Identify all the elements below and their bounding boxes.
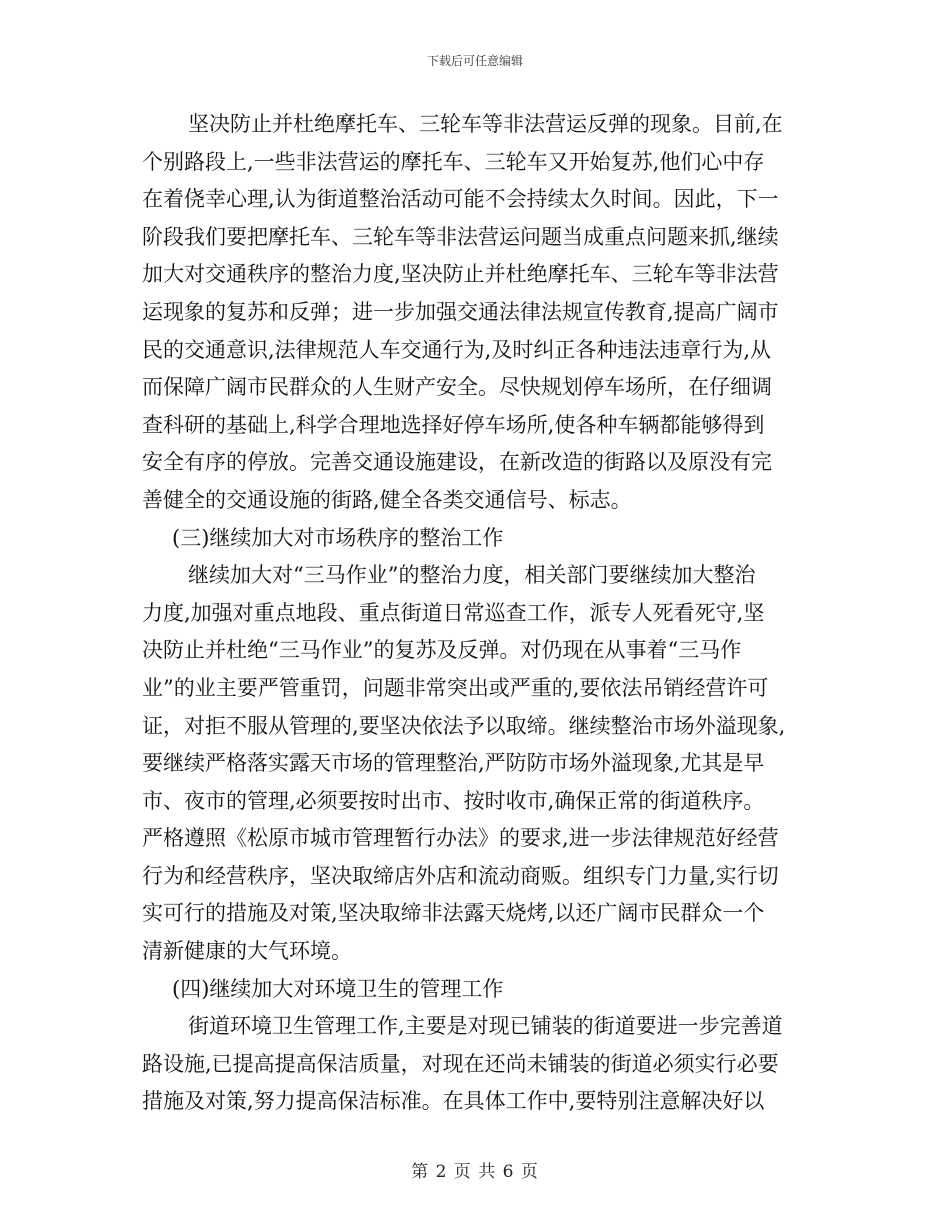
- paragraph-line: 而保障广阔市民群众的人生财产安全。尽快规划停车场所，在仔细调: [142, 375, 772, 400]
- paragraph-line: 证，对拒不服从管理的,要坚决依法予以取缔。继续整治市场外溢现象,: [142, 713, 786, 738]
- paragraph-line: 在着侥幸心理,认为街道整治活动可能不会持续太久时间。因此，下一: [142, 187, 779, 212]
- paragraph-line: 运现象的复苏和反弹；进一步加强交通法律法规宣传教育,提高广阔市: [142, 299, 779, 324]
- section-heading: (四)继续加大对环境卫生的管理工作: [172, 976, 504, 1001]
- paragraph-line: 安全有序的停放。完善交通设施建设，在新改造的街路以及原没有完: [142, 450, 772, 475]
- paragraph-line: 严格遵照《松原市城市管理暂行办法》的要求,进一步法律规范好经营: [142, 826, 779, 851]
- paragraph-line: 查科研的基础上,科学合理地选择好停车场所,使各种车辆都能够得到: [142, 412, 765, 437]
- paragraph-line: 要继续严格落实露天市场的管理整治,严防防市场外溢现象,尤其是早: [142, 751, 765, 776]
- paragraph-line: 街道环境卫生管理工作,主要是对现已铺装的街道要进一步完善道: [188, 1014, 783, 1039]
- paragraph-line: 清新健康的大气环境。: [142, 939, 352, 964]
- paragraph-line: 市、夜市的管理,必须要按时出市、按时收市,确保正常的街道秩序。: [142, 788, 765, 813]
- page-footer: 第 2 页 共 6 页: [411, 1162, 539, 1182]
- paragraph-line: 力度,加强对重点地段、重点街道日常巡查工作，派专人死看死守,坚: [142, 600, 765, 625]
- paragraph-line: 加大对交通秩序的整治力度,坚决防止并杜绝摩托车、三轮车等非法营: [142, 262, 779, 287]
- page-header: 下载后可任意编辑: [426, 54, 523, 68]
- paragraph-line: 行为和经营秩序，坚决取缔店外店和流动商贩。组织专门力量,实行切: [142, 863, 779, 888]
- paragraph-line: 业”的业主要严管重罚，问题非常突出或严重的,要依法吊销经营许可: [142, 675, 769, 700]
- paragraph-line: 继续加大对“三马作业”的整治力度，相关部门要继续加大整治: [188, 563, 756, 588]
- section-heading: (三)继续加大对市场秩序的整治工作: [172, 525, 504, 550]
- paragraph-line: 善健全的交通设施的街路,健全各类交通信号、标志。: [142, 487, 632, 512]
- paragraph-line: 坚决防止并杜绝摩托车、三轮车等非法营运反弹的现象。目前,在: [188, 112, 783, 136]
- document-body: [142, 106, 810, 1121]
- paragraph-line: 路设施,已提高提高保洁质量，对现在还尚未铺装的街道必须实行必要: [142, 1051, 779, 1076]
- paragraph-line: 民的交通意识,法律规范人车交通行为,及时纠正各种违法违章行为,从: [142, 337, 772, 362]
- paragraph-line: 措施及对策,努力提高保洁标准。在具体工作中,要特别注意解决好以: [142, 1089, 765, 1114]
- paragraph-line: 决防止并杜绝“三马作业”的复苏及反弹。对仍现在从事着“三马作: [142, 638, 742, 663]
- paragraph-line: 实可行的措施及对策,坚决取缔非法露天烧烤,以还广阔市民群众一个: [142, 901, 765, 926]
- paragraph-line: 阶段我们要把摩托车、三轮车等非法营运问题当成重点问题来抓,继续: [142, 224, 779, 249]
- paragraph-line: 个别路段上,一些非法营运的摩托车、三轮车又开始复苏,他们心中存: [142, 149, 765, 174]
